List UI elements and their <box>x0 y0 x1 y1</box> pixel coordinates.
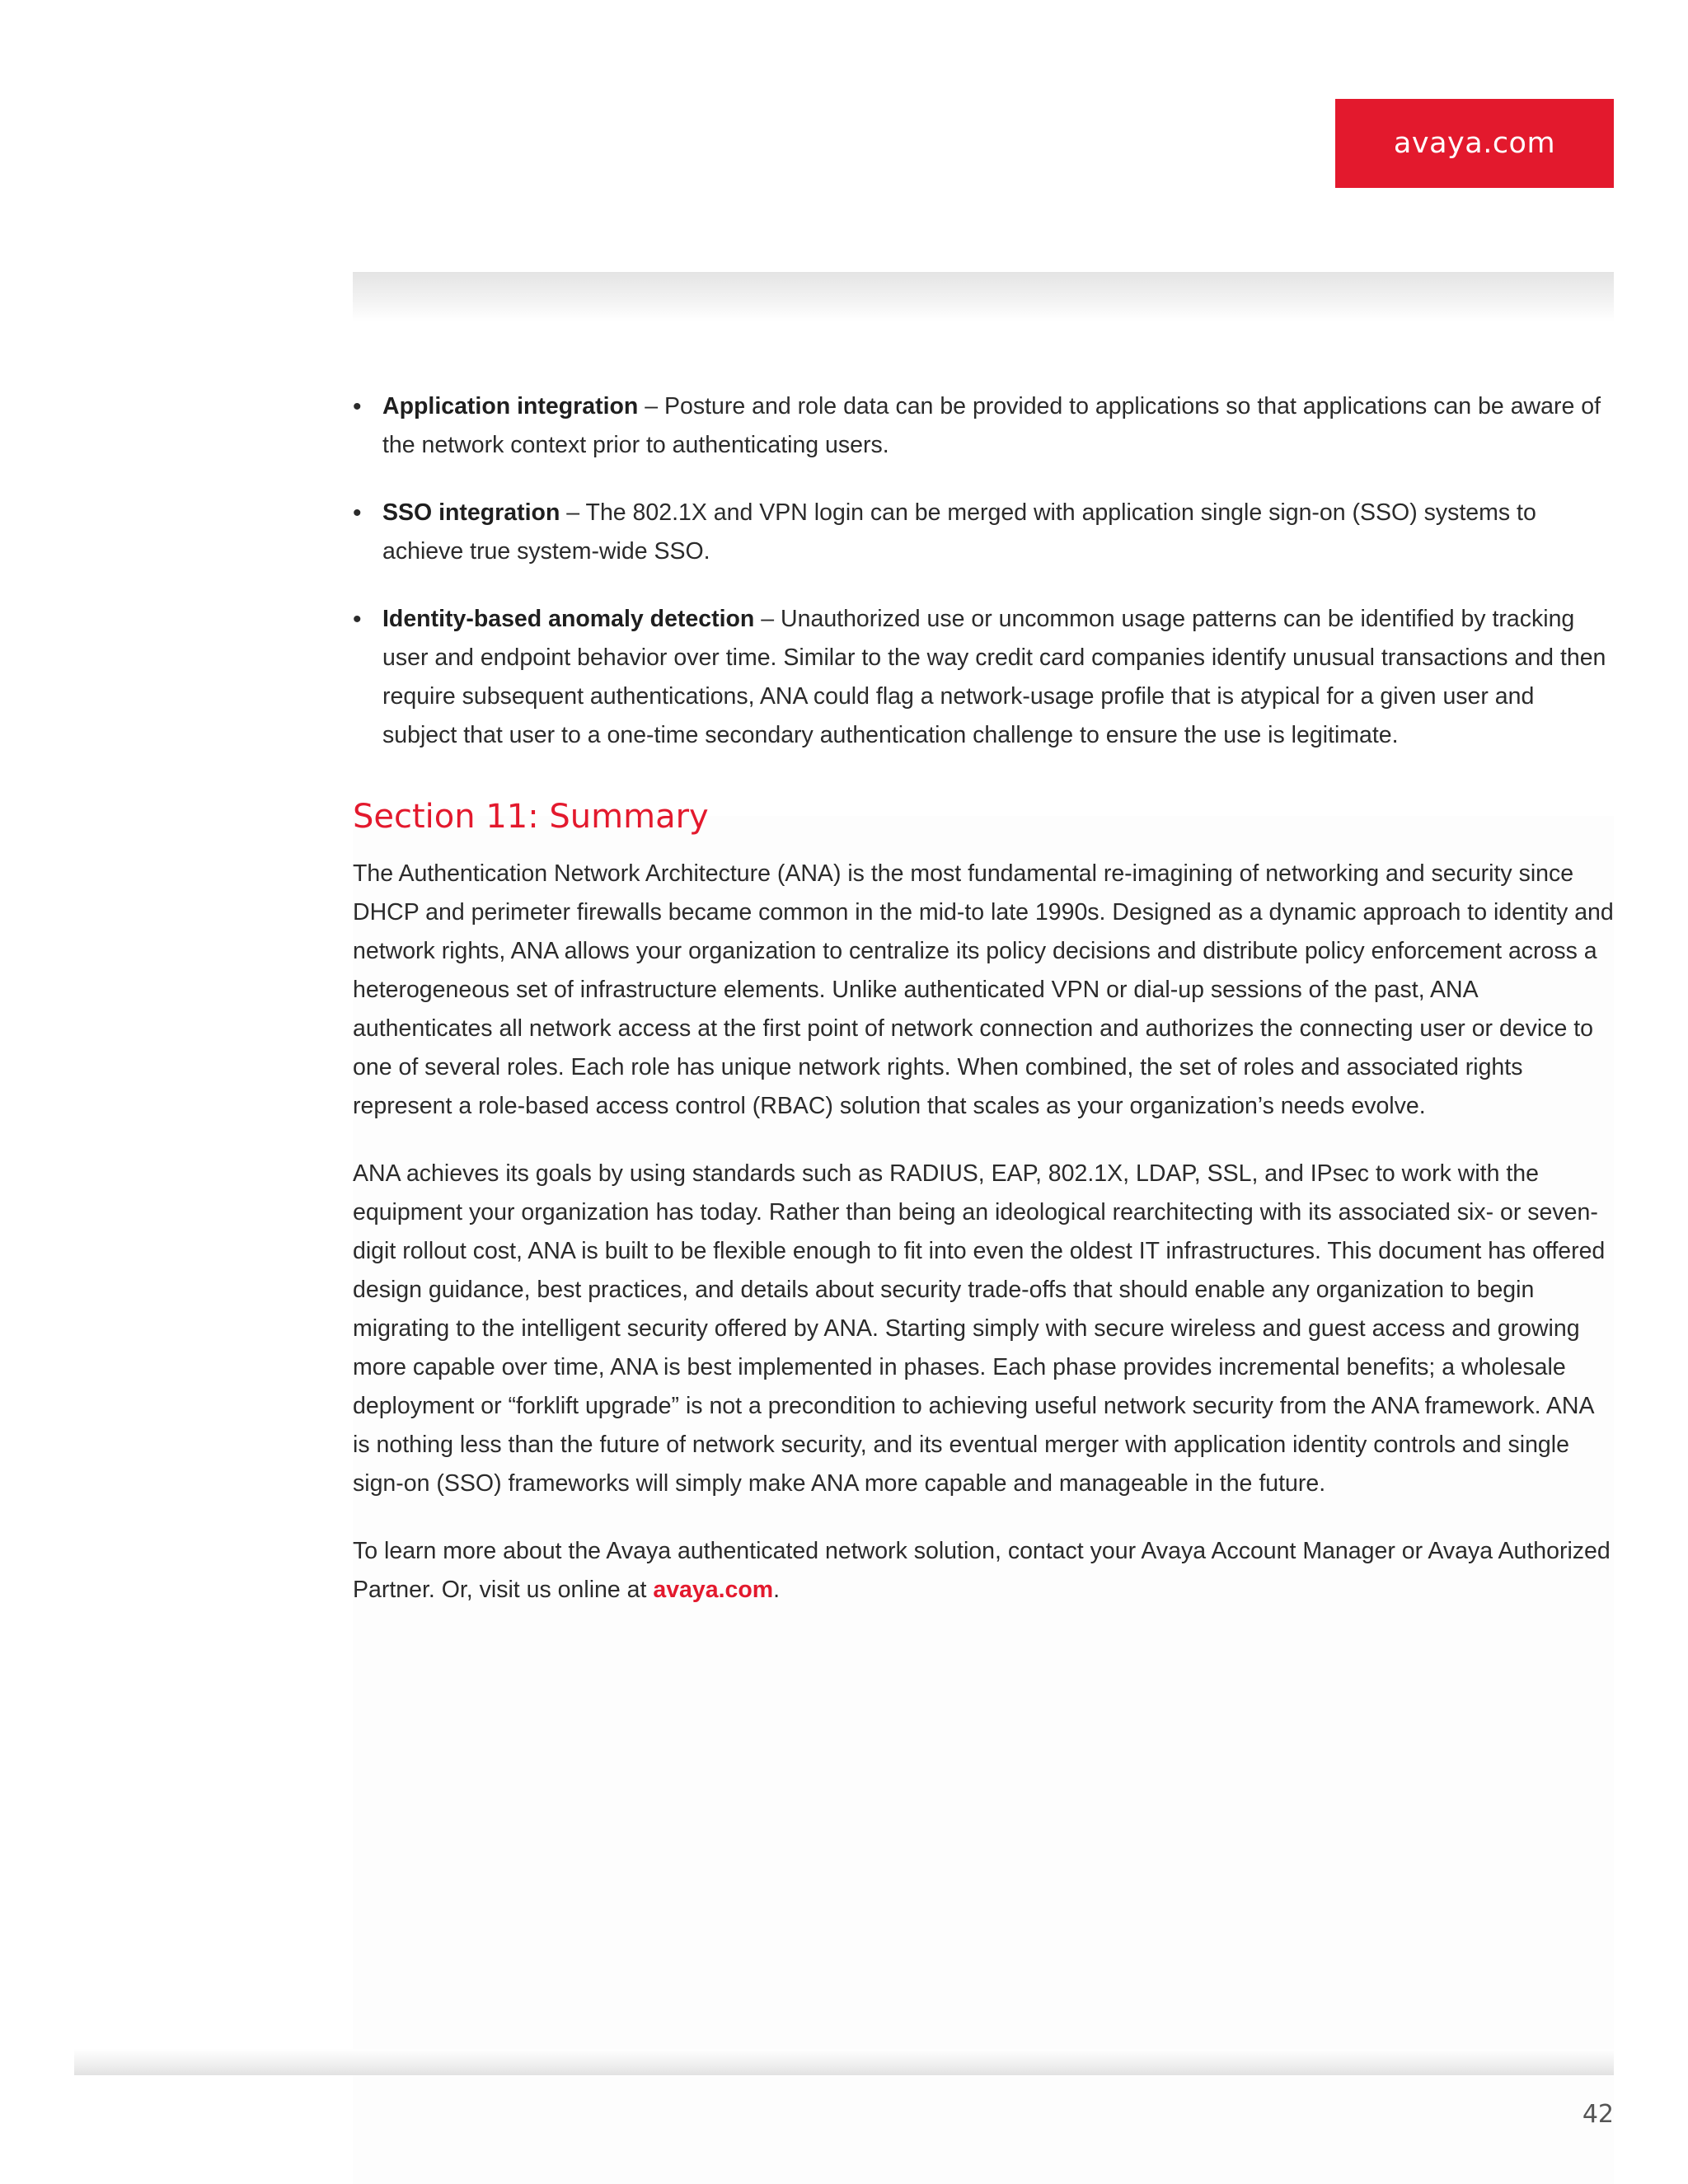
bullet-title: Application integration <box>382 393 639 419</box>
header-shade-divider <box>353 272 1614 321</box>
contact-text-end: . <box>773 1577 781 1603</box>
bullet-icon: • <box>353 606 362 633</box>
list-item-application-integration <box>353 387 1614 465</box>
summary-paragraph-3 <box>353 1532 1614 1610</box>
bullet-text: – Posture and role data can be provided to applications so that applications can be aware of the network context prior to authenticating users. <box>382 393 1601 458</box>
document-body <box>353 387 1614 1638</box>
bullet-title: Identity-based anomaly detection <box>382 606 755 632</box>
feature-bullet-list <box>353 387 1614 755</box>
bullet-icon: • <box>353 499 362 527</box>
page-number: 42 <box>1582 2100 1614 2129</box>
contact-text: To learn more about the Avaya authenticated network solution, contact your Avaya Account Manager or Avaya Authorized Partner. Or, visit us online at <box>353 1538 1611 1603</box>
avaya-link-badge[interactable]: avaya.com <box>1335 99 1614 188</box>
bullet-text: – The 802.1X and VPN login can be merged with application single sign-on (SSO) systems to achieve true system-wide SSO. <box>382 499 1536 565</box>
section-heading: Section 11: Summary <box>353 798 709 836</box>
list-item-sso-integration <box>353 494 1614 571</box>
summary-paragraph-1: The Authentication Network Architecture (ANA) is the most fundamental re-imagining of networking and security since DHCP and perimeter firewalls became common in the mid-to late 1990s. Designed as a dynamic approach to identity and network rights, ANA allows your organization to centralize its policy decisions and distribute policy enforcement across a heterogeneous set of infrastructure elements. Unlike authenticated VPN or dial-up sessions of the past, ANA authenticates all network access at the first point of network connection and authorizes the connecting user or device to one of several roles. Each role has unique network rights. When combined, the set of roles and associated rights represent a role-based access control (RBAC) solution that scales as your organization’s needs evolve. <box>353 860 1614 1119</box>
bullet-title: SSO integration <box>382 499 560 526</box>
avaya-website-link[interactable]: avaya.com <box>653 1577 774 1603</box>
bullet-icon: • <box>353 393 362 420</box>
footer-shade-divider <box>74 2049 1614 2075</box>
list-item-anomaly-detection <box>353 600 1614 755</box>
summary-paragraph-2: ANA achieves its goals by using standards such as RADIUS, EAP, 802.1X, LDAP, SSL, and IPsec to work with the equipment your organization has today. Rather than being an ideological rearchitecting with its associated six- or seven-digit rollout cost, ANA is built to be flexible enough to fit into even the oldest IT infrastructures. This document has offered design guidance, best practices, and details about security trade-offs that should enable any organization to begin migrating to the intelligent security offered by ANA. Starting simply with secure wireless and guest access and growing more capable over time, ANA is best implemented in phases. Each phase provides incremental benefits; a wholesale deployment or “forklift upgrade” is not a precondition to achieving useful network security from the ANA framework. ANA is nothing less than the future of network security, and its eventual merger with application identity controls and single sign-on (SSO) frameworks will simply make ANA more capable and manageable in the future. <box>353 1160 1606 1497</box>
bullet-text: – Unauthorized use or uncommon usage patterns can be identified by tracking user and endpoint behavior over time. Similar to the way credit card companies identify unusual transactions and then require subsequent authentications, ANA could flag a network-usage profile that is atypical for a given user and subject that user to a one-time secondary authentication challenge to ensure the use is legitimate. <box>382 606 1606 748</box>
